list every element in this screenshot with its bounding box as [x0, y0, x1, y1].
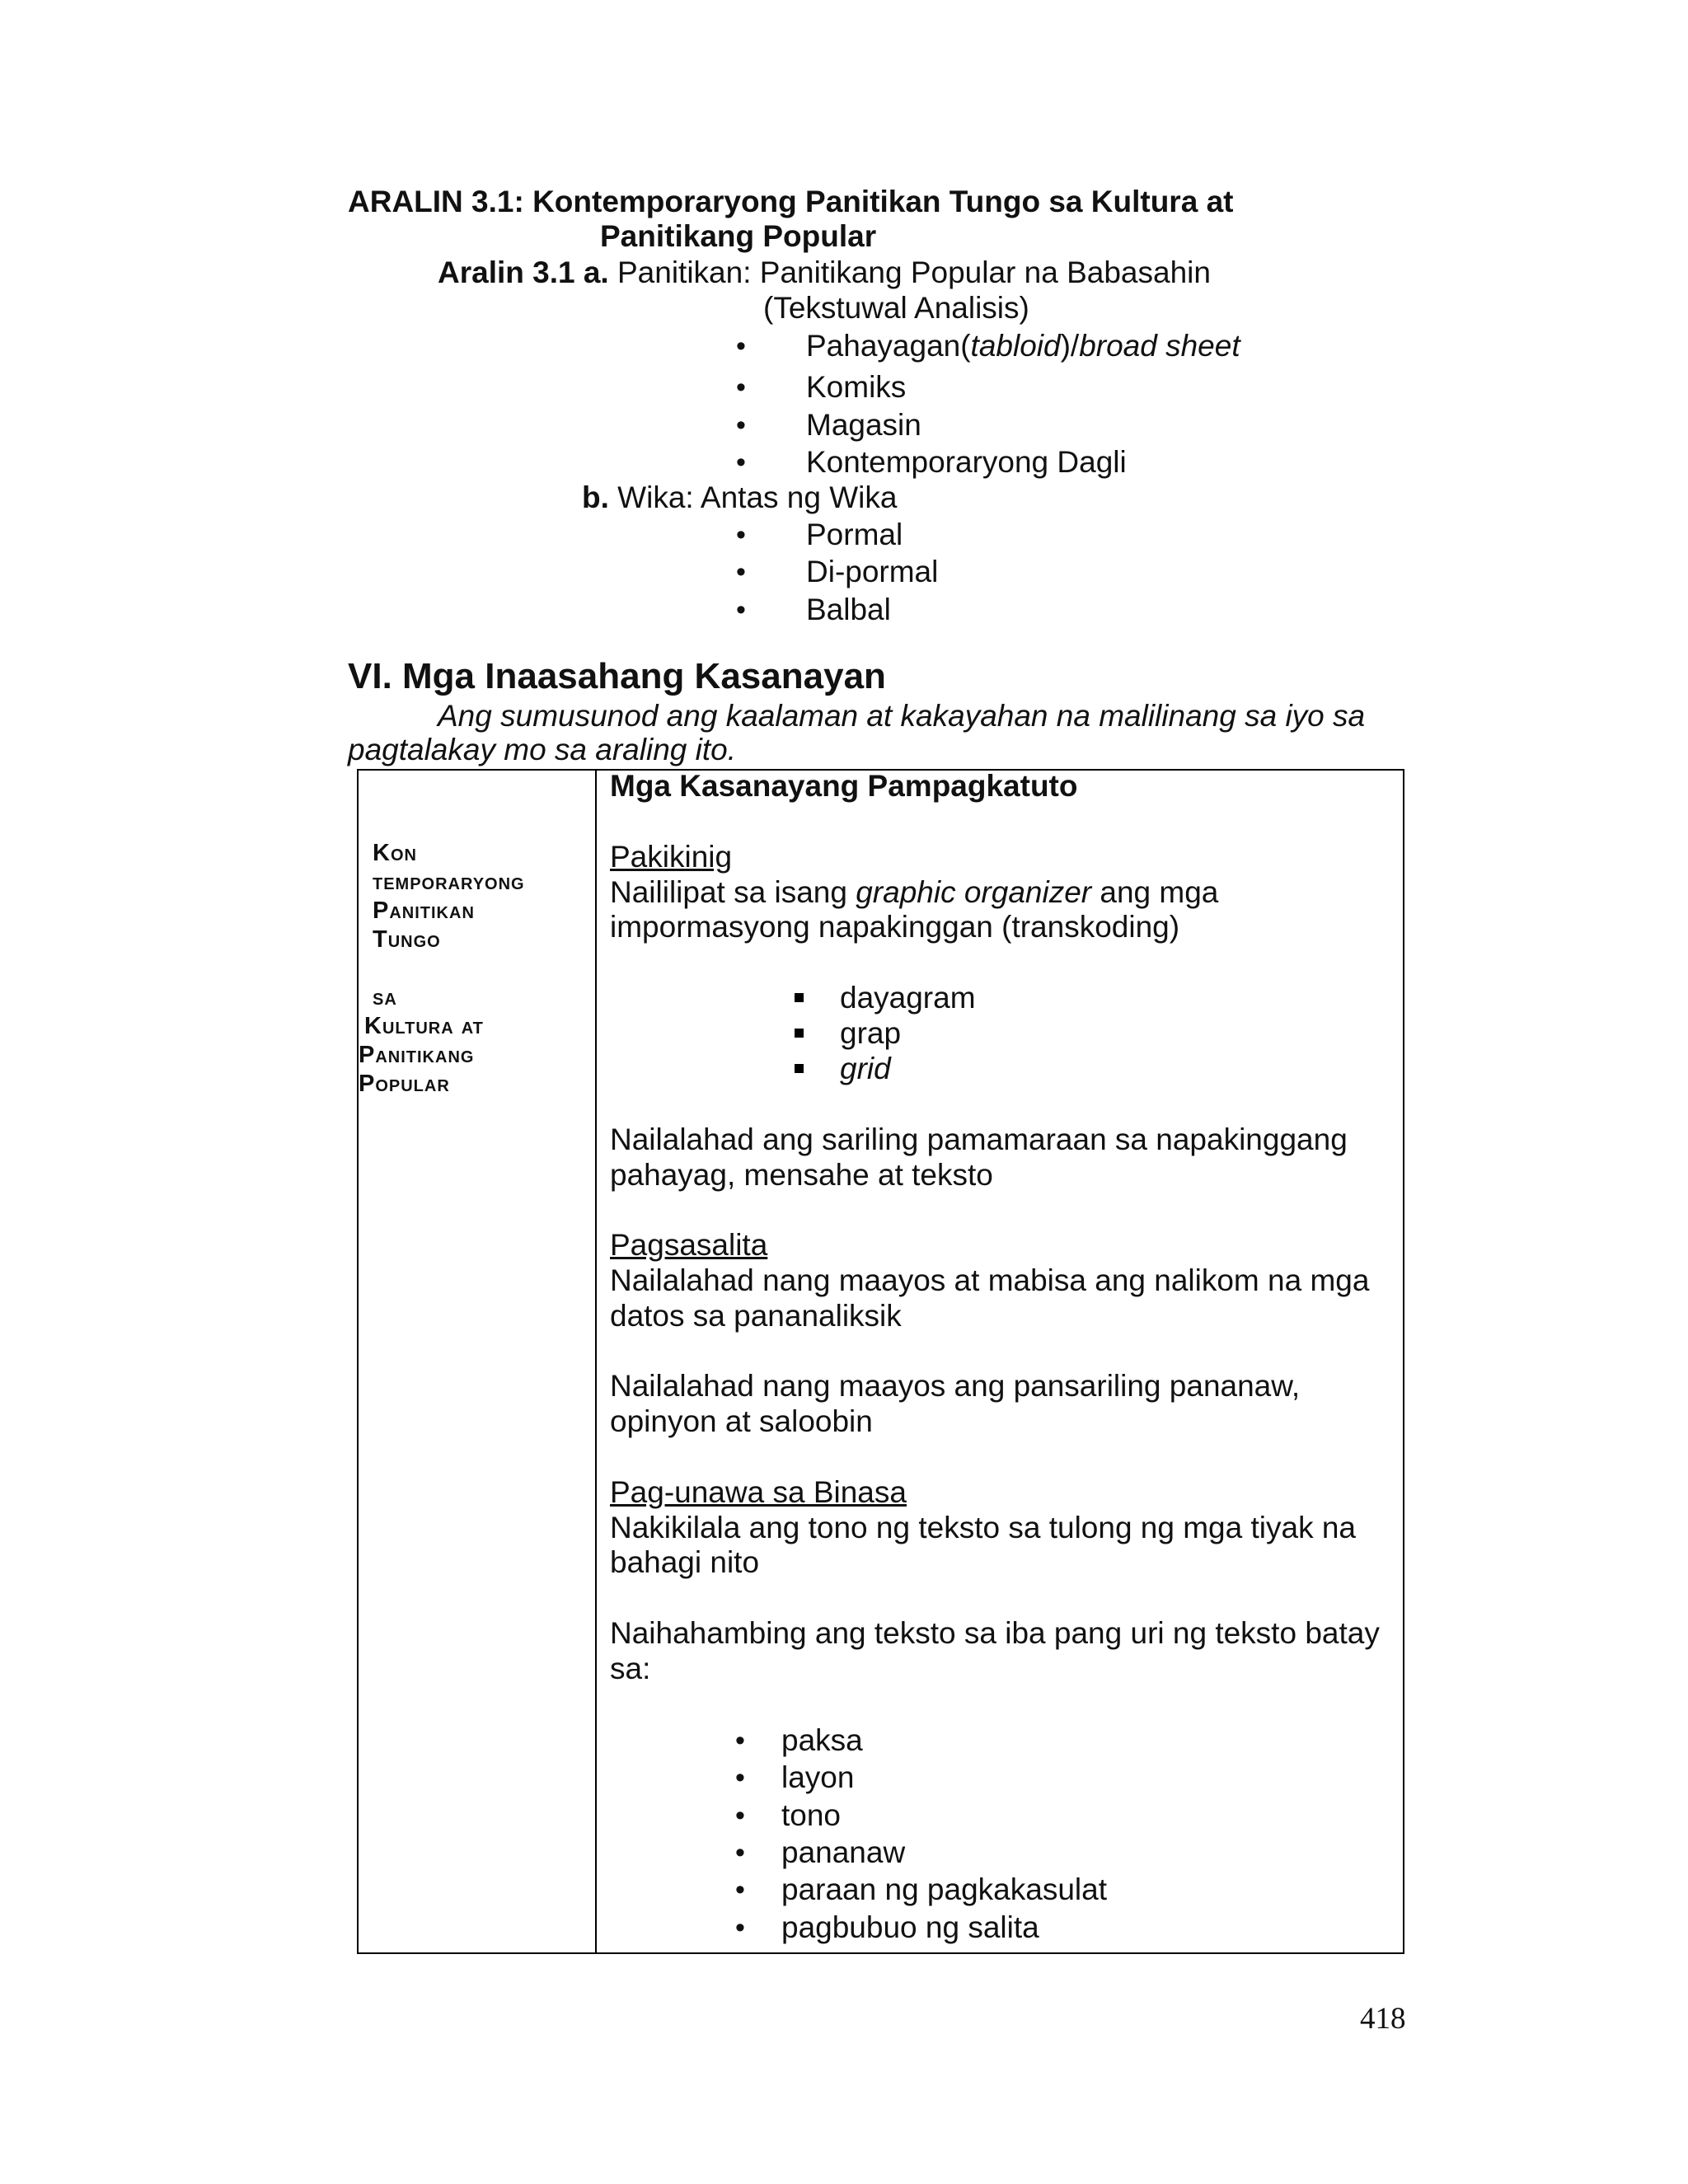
bullet-icon: • — [736, 519, 746, 551]
pagsasalita-p1-line2: datos sa pananaliksik — [610, 1299, 902, 1333]
list-item: Di-pormal — [806, 555, 939, 588]
table-column-header: Mga Kasanayang Pampagkatuto — [610, 769, 1078, 803]
list-item: tono — [781, 1798, 842, 1832]
list-item: Kontemporaryong Dagli — [806, 445, 1127, 479]
square-bullet-icon — [795, 1029, 804, 1038]
text-span-italic: graphic organizer — [856, 875, 1092, 909]
bullet-icon: • — [735, 1837, 745, 1868]
pag-unawa-p1-line1: Nakikilala ang tono ng teksto sa tulong ng mga tiyak na — [610, 1511, 1357, 1544]
wika-text: Wika: Antas ng Wika — [608, 480, 898, 514]
topic-line: Panitikan — [373, 898, 475, 924]
list-item: Balbal — [806, 593, 891, 626]
table-column-divider — [595, 769, 597, 1954]
list-item: paraan ng pagkakasulat — [781, 1872, 1107, 1906]
topic-line: Kon — [373, 840, 417, 866]
bullet-icon: • — [736, 330, 746, 362]
list-item: Komiks — [806, 370, 907, 404]
topic-line: Popular — [359, 1071, 450, 1097]
skills-table — [357, 769, 1404, 1954]
section-intro-line2: pagtalakay mo sa araling ito. — [348, 733, 736, 766]
section-heading: VI. Mga Inaasahang Kasanayan — [348, 656, 886, 696]
bullet-icon: • — [736, 447, 746, 478]
bullet-icon: • — [735, 1762, 745, 1793]
list-item: grap — [840, 1016, 902, 1050]
wika-label: b. — [582, 480, 609, 514]
subtitle-text: Panitikan: Panitikang Popular na Babasahin — [608, 255, 1211, 289]
bullet-icon: • — [735, 1725, 745, 1756]
pag-unawa-p2-line2: sa: — [610, 1652, 651, 1685]
pag-unawa-p2-line1: Naihahambing ang teksto sa iba pang uri ng teksto batay — [610, 1616, 1380, 1650]
item-text: Pahayagan( — [806, 329, 971, 363]
topic-line: Panitikang — [359, 1042, 475, 1068]
pakikinig-line1 — [610, 874, 1218, 911]
pakikinig-line2: impormasyong napakinggan (transkoding) — [610, 910, 1180, 944]
list-item: grid — [840, 1052, 891, 1085]
square-bullet-icon — [795, 993, 804, 1002]
topic-line: temporaryong — [373, 869, 525, 895]
pagsasalita-p2-line1: Nailalahad nang maayos ang pansariling pananaw, — [610, 1369, 1301, 1403]
pakikinig-p2-line1: Nailalahad ang sariling pamamaraan sa napakinggang — [610, 1122, 1348, 1156]
bullet-icon: • — [736, 372, 746, 403]
section-intro-line1: Ang sumusunod ang kaalaman at kakayahan na malilinang sa iyo sa — [438, 699, 1366, 733]
list-item — [806, 328, 1240, 364]
bullet-icon: • — [735, 1912, 745, 1943]
item-text-italic: broad sheet — [1079, 329, 1240, 363]
list-item: Magasin — [806, 408, 921, 442]
topic-line: Kultura at — [364, 1013, 484, 1039]
list-item: Pormal — [806, 518, 903, 551]
list-item: paksa — [781, 1723, 863, 1757]
topic-line: Tungo — [373, 926, 441, 953]
text-span: ang mga — [1091, 875, 1219, 909]
pakikinig-title: Pakikinig — [610, 840, 733, 874]
bullet-icon: • — [736, 594, 746, 626]
wika-heading — [582, 480, 897, 516]
list-item: dayagram — [840, 981, 976, 1015]
square-bullet-icon — [795, 1064, 804, 1073]
item-text-italic: tabloid — [970, 329, 1061, 363]
pag-unawa-title: Pag-unawa sa Binasa — [610, 1475, 907, 1509]
lesson-title-line2: Panitikang Popular — [600, 219, 877, 253]
list-item: pagbubuo ng salita — [781, 1910, 1039, 1944]
pakikinig-p2-line2: pahayag, mensahe at teksto — [610, 1158, 993, 1192]
topic-line: sa — [373, 984, 397, 1010]
pagsasalita-p1-line1: Nailalahad nang maayos at mabisa ang nalikom na mga — [610, 1263, 1370, 1297]
subtitle-text-2: (Tekstuwal Analisis) — [763, 291, 1029, 325]
item-text: )/ — [1060, 329, 1080, 363]
lesson-title-line1: ARALIN 3.1: Kontemporaryong Panitikan Tungo sa Kultura at — [348, 185, 1234, 218]
pagsasalita-title: Pagsasalita — [610, 1228, 768, 1262]
bullet-icon: • — [736, 410, 746, 441]
bullet-icon: • — [736, 556, 746, 588]
bullet-icon: • — [735, 1800, 745, 1831]
list-item: layon — [781, 1760, 855, 1794]
subtitle-label: Aralin 3.1 a. — [438, 255, 609, 289]
lesson-subtitle — [438, 255, 1211, 291]
bullet-icon: • — [735, 1874, 745, 1905]
text-span: Naililipat sa isang — [610, 875, 856, 909]
page-number: 418 — [1360, 2002, 1406, 2036]
list-item: pananaw — [781, 1835, 906, 1869]
pag-unawa-p1-line2: bahagi nito — [610, 1545, 760, 1579]
pagsasalita-p2-line2: opinyon at saloobin — [610, 1404, 873, 1438]
